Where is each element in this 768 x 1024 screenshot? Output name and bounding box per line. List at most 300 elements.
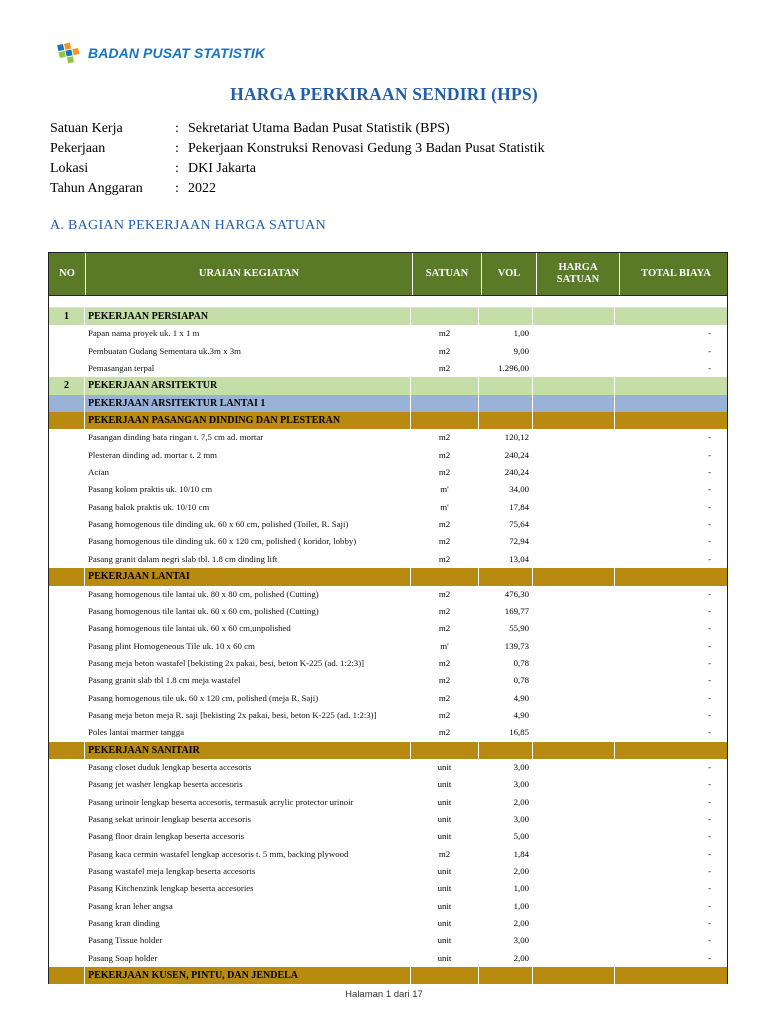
cell-satuan: m2 [411,551,479,568]
table-header [49,252,727,296]
cell-harga-satuan [533,690,615,707]
meta-label: Lokasi [50,161,89,176]
table-row [49,325,727,342]
cell-no [49,828,85,845]
cell-satuan: unit [411,880,479,897]
cell-harga-satuan [533,308,615,325]
cell-harga-satuan [533,620,615,637]
cell-total-biaya: - [708,848,711,859]
cell-no [49,516,85,533]
cell-uraian: Pasang sekat urinoir lengkap beserta accesoris [85,811,411,828]
cell-vol: 2,00 [479,915,533,932]
cell-vol: 1,84 [479,846,533,863]
cell-total-biaya: - [708,605,711,616]
cell-harga-satuan [533,533,615,550]
meta-value: Sekretariat Utama Badan Pusat Statistik (BPS) [188,121,450,136]
cell-no [49,846,85,863]
cell-satuan: m2 [411,464,479,481]
cell-vol [479,377,533,394]
cell-total-biaya: - [708,918,711,929]
page-footer: Halaman 1 dari 17 [345,989,423,1000]
cell-no [49,481,85,498]
table-row [49,863,727,880]
table-row [49,343,727,360]
section-title: A. BAGIAN PEKERJAAN HARGA SATUAN [50,218,327,233]
cell-vol: 17,84 [479,499,533,516]
cell-harga-satuan [533,551,615,568]
cell-total-biaya [615,568,727,585]
cell-no [49,967,85,984]
table-row [49,533,727,550]
cell-uraian: Pasang jet washer lengkap beserta accesoris [85,776,411,793]
cell-vol: 3,00 [479,811,533,828]
cell-uraian: Acian [85,464,411,481]
cell-harga-satuan [533,880,615,897]
cell-vol: 1,00 [479,325,533,342]
table-group-row [49,742,727,759]
header-satuan: SATUAN [413,253,482,295]
cell-no [49,638,85,655]
cell-uraian: PEKERJAAN PERSIAPAN [85,308,411,325]
table-row [49,776,727,793]
cell-uraian: Pasang homogenous tile lantai uk. 80 x 80 cm, polished (Cutting) [85,586,411,603]
cell-satuan [411,308,479,325]
cell-harga-satuan [533,932,615,949]
cell-total-biaya: - [708,536,711,547]
cell-satuan [411,967,479,984]
cell-uraian: Pasang Kitchenzink lengkap beserta accesories [85,880,411,897]
cell-uraian: PEKERJAAN ARSITEKTUR [85,377,411,394]
cell-uraian: PEKERJAAN LANTAI [85,568,411,585]
cell-total-biaya: - [708,345,711,356]
cell-satuan: m2 [411,343,479,360]
cell-total-biaya: - [708,328,711,339]
cell-total-biaya [615,377,727,394]
cell-harga-satuan [533,672,615,689]
cell-harga-satuan [533,568,615,585]
cell-vol [479,967,533,984]
cell-vol: 2,00 [479,950,533,967]
cell-no [49,395,85,412]
cell-uraian: Pasang kaca cermin wastafel lengkap accesoris t. 5 mm, backing plywood [85,846,411,863]
cell-uraian: Pasang kran dinding [85,915,411,932]
cell-harga-satuan [533,950,615,967]
table-row [49,724,727,741]
cell-uraian: Pasang Tissue holder [85,932,411,949]
cell-uraian: Pasang meja beton meja R. saji [bekisting 2x pakai, besi, beton K-225 (ad. 1:2:3)] [85,707,411,724]
cell-vol: 75,64 [479,516,533,533]
meta-colon: : [175,121,179,136]
table-row [49,447,727,464]
cell-satuan: m' [411,499,479,516]
header-harga-text [557,262,599,286]
table-row [49,620,727,637]
table-group-row [49,967,727,984]
cell-uraian: PEKERJAAN ARSITEKTUR LANTAI 1 [85,395,411,412]
cell-harga-satuan [533,724,615,741]
cell-satuan: unit [411,950,479,967]
cell-satuan: unit [411,811,479,828]
cell-uraian: Pemasangan terpal [85,360,411,377]
cell-satuan: m2 [411,655,479,672]
cell-harga-satuan [533,603,615,620]
header-harga-line2: SATUAN [556,274,600,285]
cell-uraian: Pasang homogenous tile lantai uk. 60 x 60 cm, polished (Cutting) [85,603,411,620]
cell-harga-satuan [533,707,615,724]
cell-total-biaya [615,742,727,759]
table-body [49,308,727,984]
cell-vol: 240,24 [479,447,533,464]
cell-vol: 16,85 [479,724,533,741]
cell-vol: 5,00 [479,828,533,845]
table-row [49,794,727,811]
cell-no [49,655,85,672]
table-spacer [49,296,727,308]
header-harga-line1: HARGA [558,262,598,273]
cell-total-biaya: - [708,727,711,738]
cell-vol: 72,94 [479,533,533,550]
cell-harga-satuan [533,343,615,360]
table-row [49,499,727,516]
cell-vol: 1,00 [479,880,533,897]
table-row [49,898,727,915]
table-row [49,551,727,568]
table-row [49,360,727,377]
cell-vol: 2,00 [479,794,533,811]
meta-label: Pekerjaan [50,141,106,156]
cell-satuan: m2 [411,533,479,550]
cell-vol: 9,00 [479,343,533,360]
table-row [49,464,727,481]
cell-total-biaya: - [708,900,711,911]
cell-satuan: unit [411,898,479,915]
cell-uraian: Pasang meja beton wastafel [bekisting 2x pakai, besi, beton K-225 (ad. 1:2:3)] [85,655,411,672]
cell-vol: 0,78 [479,655,533,672]
cell-uraian: Pasang kolom praktis uk. 10/10 cm [85,481,411,498]
cell-satuan: m2 [411,360,479,377]
table-group-row [49,377,727,394]
cell-satuan: m2 [411,516,479,533]
cell-total-biaya: - [708,866,711,876]
cell-vol [479,308,533,325]
cell-uraian: Pembuatan Gudang Sementara uk.3m x 3m [85,343,411,360]
cell-satuan [411,395,479,412]
cell-satuan: m2 [411,672,479,689]
cell-satuan: m2 [411,429,479,446]
cell-uraian: Pasang urinoir lengkap beserta accesoris, termasuk acrylic protector urinoir [85,794,411,811]
cell-no: 1 [49,308,85,325]
cell-vol: 2,00 [479,863,533,880]
cell-no [49,325,85,342]
header-vol: VOL [482,253,537,295]
cell-total-biaya: - [708,883,711,894]
cell-uraian: Pasang balok praktis uk. 10/10 cm [85,499,411,516]
cell-satuan: unit [411,932,479,949]
cell-no [49,724,85,741]
cell-satuan: unit [411,776,479,793]
cell-satuan: m2 [411,690,479,707]
cell-vol [479,568,533,585]
cell-harga-satuan [533,759,615,776]
cell-harga-satuan [533,586,615,603]
cell-harga-satuan [533,377,615,394]
cell-satuan: unit [411,828,479,845]
cell-harga-satuan [533,447,615,464]
cell-no [49,794,85,811]
cell-uraian: Pasang homogenous tile uk. 60 x 120 cm, polished (meja R. Saji) [85,690,411,707]
table-row [49,690,727,707]
meta-value: 2022 [188,181,216,196]
table-row [49,880,727,897]
cell-vol [479,742,533,759]
cell-total-biaya [615,412,727,429]
cell-harga-satuan [533,464,615,481]
bps-logo [52,40,265,66]
cell-satuan: unit [411,759,479,776]
cell-harga-satuan [533,898,615,915]
page-title: HARGA PERKIRAAN SENDIRI (HPS) [230,84,538,104]
cell-harga-satuan [533,967,615,984]
cell-satuan: m2 [411,620,479,637]
cell-total-biaya: - [708,952,711,963]
cell-satuan [411,412,479,429]
cell-no [49,863,85,880]
cell-vol: 4,90 [479,690,533,707]
cell-total-biaya: - [708,553,711,564]
cell-total-biaya: - [708,761,711,772]
table-row [49,638,727,655]
cell-vol: 476,30 [479,586,533,603]
cell-uraian: Poles lantai marmer tangga [85,724,411,741]
meta-row [50,179,545,199]
cell-uraian: Pasang granit dalam negri slab tbl. 1.8 cm dinding lift [85,551,411,568]
table-row [49,828,727,845]
cell-harga-satuan [533,915,615,932]
cell-harga-satuan [533,776,615,793]
cell-vol: 120,12 [479,429,533,446]
cell-uraian: Pasang Soap holder [85,950,411,967]
cell-total-biaya: - [708,675,711,686]
cell-no [49,620,85,637]
cell-total-biaya: - [708,588,711,599]
cell-harga-satuan [533,360,615,377]
cell-satuan [411,568,479,585]
table-row [49,846,727,863]
cell-no [49,672,85,689]
cell-total-biaya: - [708,796,711,807]
cell-no [49,915,85,932]
cell-satuan: m2 [411,707,479,724]
cell-vol [479,412,533,429]
cell-harga-satuan [533,325,615,342]
cell-no [49,586,85,603]
table-group-row [49,308,727,325]
cell-satuan: unit [411,915,479,932]
cell-satuan: m2 [411,586,479,603]
meta-colon: : [175,181,179,196]
meta-value: DKI Jakarta [188,161,257,176]
cell-satuan: m2 [411,325,479,342]
cell-harga-satuan [533,863,615,880]
cell-harga-satuan [533,811,615,828]
cell-satuan: m2 [411,724,479,741]
table-row [49,655,727,672]
cell-satuan: unit [411,863,479,880]
cell-no [49,690,85,707]
table-row [49,759,727,776]
cell-uraian: Pasang plint Homogeneous Tile uk. 10 x 60 cm [85,638,411,655]
cell-vol: 3,00 [479,759,533,776]
cell-satuan: m2 [411,846,479,863]
cell-no [49,551,85,568]
cell-harga-satuan [533,481,615,498]
cell-total-biaya: - [708,779,711,790]
cell-harga-satuan [533,846,615,863]
table-row [49,672,727,689]
cell-uraian: Pasang wastafel meja lengkap beserta accesoris [85,863,411,880]
cell-harga-satuan [533,638,615,655]
cell-uraian: Pasang floor drain lengkap beserta accesoris [85,828,411,845]
meta-value: Pekerjaan Konstruksi Renovasi Gedung 3 Badan Pusat Statistik [188,141,545,156]
cell-satuan [411,377,479,394]
cell-vol: 139,73 [479,638,533,655]
cell-harga-satuan [533,828,615,845]
table-row [49,707,727,724]
cell-no [49,742,85,759]
cell-uraian: Pasang granit slab tbl 1.8 cm meja wastafel [85,672,411,689]
table-row [49,516,727,533]
cell-total-biaya: - [708,484,711,495]
cell-harga-satuan [533,742,615,759]
bps-logo-icon [52,40,86,66]
logo-text: BADAN PUSAT STATISTIK [88,45,266,61]
header-total-biaya: TOTAL BIAYA [641,268,711,279]
table-row [49,586,727,603]
cell-uraian: PEKERJAAN PASANGAN DINDING DAN PLESTERAN [85,412,411,429]
cell-no [49,412,85,429]
cell-no [49,429,85,446]
cell-no [49,533,85,550]
cell-uraian: Pasang closet duduk lengkap beserta accesoris [85,759,411,776]
cell-uraian: Pasangan dinding bata ringan t. 7,5 cm ad. mortar [85,429,411,446]
cell-no [49,880,85,897]
cell-no [49,568,85,585]
cell-vol: 169,77 [479,603,533,620]
header-uraian: URAIAN KEGIATAN [86,253,413,295]
cell-no [49,811,85,828]
cell-total-biaya: - [708,657,711,668]
cell-vol: 4,90 [479,707,533,724]
meta-row [50,159,545,179]
cell-vol: 1,00 [479,898,533,915]
cell-total-biaya: - [708,709,711,720]
cell-total-biaya: - [708,432,711,443]
table-row [49,811,727,828]
cell-vol [479,395,533,412]
cell-vol: 0,78 [479,672,533,689]
cell-no [49,343,85,360]
meta-label: Tahun Anggaran [50,181,143,196]
cell-total-biaya: - [708,623,711,634]
cell-harga-satuan [533,499,615,516]
cell-vol: 3,00 [479,776,533,793]
cell-no [49,360,85,377]
cell-vol: 3,00 [479,932,533,949]
table-row [49,932,727,949]
cell-no: 2 [49,377,85,394]
cell-total-biaya: - [708,831,711,842]
cell-uraian: Pasang homogenous tile dinding uk. 60 x 60 cm, polished (Toilet, R. Saji) [85,516,411,533]
cell-total-biaya: - [708,692,711,703]
cell-no [49,464,85,481]
table-group-row [49,568,727,585]
cell-uraian: Plesteran dinding ad. mortar t. 2 mm [85,447,411,464]
cell-total-biaya [615,967,727,984]
cell-total-biaya: - [708,467,711,478]
cell-no [49,499,85,516]
cell-no [49,776,85,793]
document-meta [50,119,545,199]
cell-harga-satuan [533,516,615,533]
cell-uraian: PEKERJAAN SANITAIR [85,742,411,759]
meta-row [50,139,545,159]
cell-no [49,707,85,724]
cell-uraian: Pasang homogenous tile lantai uk. 60 x 60 cm,unpolished [85,620,411,637]
cell-no [49,932,85,949]
cell-harga-satuan [533,655,615,672]
cell-total-biaya: - [708,363,711,374]
table-group-row [49,412,727,429]
cell-vol: 55,90 [479,620,533,637]
cell-uraian: Pasang kran leher angsa [85,898,411,915]
cell-uraian: Pasang homogenous tile dinding uk. 60 x 120 cm, polished ( koridor, lobby) [85,533,411,550]
cell-total-biaya: - [708,935,711,946]
cell-no [49,898,85,915]
cell-total-biaya: - [708,519,711,530]
table-group-row [49,395,727,412]
header-harga-satuan [537,253,620,295]
cell-satuan: m2 [411,447,479,464]
cell-total-biaya [615,395,727,412]
cell-uraian: Papan nama proyek uk. 1 x 1 m [85,325,411,342]
cell-harga-satuan [533,412,615,429]
table-row [49,429,727,446]
cell-vol: 13,04 [479,551,533,568]
cell-harga-satuan [533,395,615,412]
cell-satuan: m2 [411,603,479,620]
meta-label: Satuan Kerja [50,121,123,136]
cell-vol: 240,24 [479,464,533,481]
meta-colon: : [175,161,179,176]
header-no: NO [49,253,86,295]
hps-table [48,252,728,984]
table-row [49,915,727,932]
cell-total-biaya: - [708,449,711,460]
cell-harga-satuan [533,429,615,446]
cell-no [49,759,85,776]
cell-satuan: unit [411,794,479,811]
cell-total-biaya: - [708,813,711,824]
cell-no [49,603,85,620]
cell-total-biaya: - [708,501,711,512]
cell-no [49,950,85,967]
cell-uraian: PEKERJAAN KUSEN, PINTU, DAN JENDELA [85,967,411,984]
cell-satuan [411,742,479,759]
cell-harga-satuan [533,794,615,811]
cell-satuan: m' [411,481,479,498]
cell-no [49,447,85,464]
meta-colon: : [175,141,179,156]
